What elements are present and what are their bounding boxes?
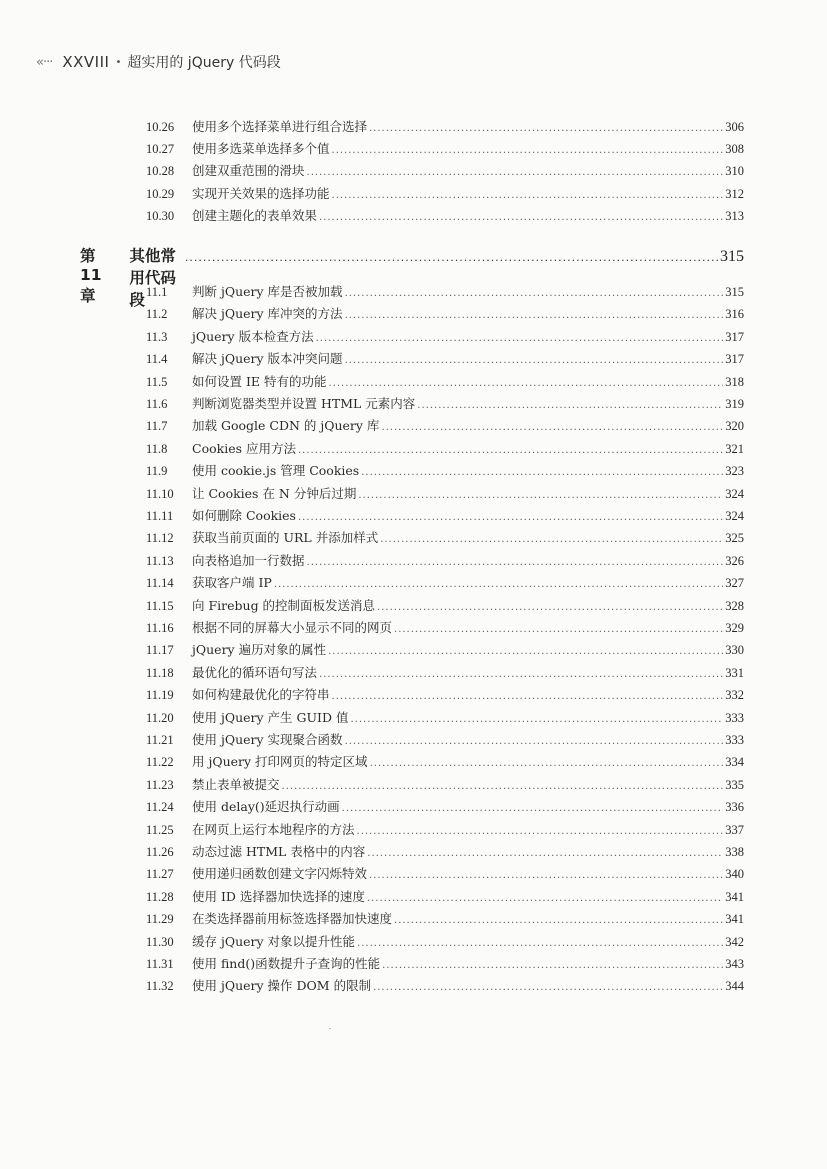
section-title: 如何构建最优化的字符串 bbox=[192, 687, 330, 703]
section-number: 11.2 bbox=[146, 307, 168, 322]
section-number: 11.1 bbox=[146, 285, 168, 299]
toc-entry[interactable] bbox=[146, 908, 744, 930]
toc-entry[interactable] bbox=[146, 371, 744, 393]
toc-entry[interactable] bbox=[146, 505, 744, 527]
section-page: 320 bbox=[725, 419, 744, 434]
section-number: 11.3 bbox=[146, 329, 168, 344]
leader-dots bbox=[319, 207, 723, 229]
leader-dots bbox=[342, 798, 724, 820]
section-number: 10.28 bbox=[146, 164, 175, 179]
section-number: 11.29 bbox=[146, 912, 174, 927]
section-title: 使用 delay()延迟执行动画 bbox=[192, 799, 340, 815]
section-page: 338 bbox=[725, 845, 744, 859]
section-number: 11.10 bbox=[146, 486, 174, 501]
section-page: 316 bbox=[725, 307, 744, 322]
leader-dots bbox=[380, 529, 723, 551]
section-number: 11.22 bbox=[146, 755, 174, 770]
section-page: 313 bbox=[725, 208, 744, 223]
section-title: 禁止表单被提交 bbox=[192, 776, 280, 792]
leader-dots bbox=[367, 843, 723, 865]
section-page: 344 bbox=[725, 979, 744, 994]
section-number: 11.13 bbox=[146, 553, 174, 568]
section-page: 336 bbox=[725, 800, 744, 815]
section-title: 根据不同的屏幕大小显示不同的网页 bbox=[192, 620, 393, 635]
section-number: 11.4 bbox=[146, 352, 168, 367]
section-number: 11.19 bbox=[146, 688, 174, 703]
toc-entry[interactable] bbox=[146, 931, 744, 953]
leader-dots bbox=[382, 955, 723, 977]
section-title: jQuery 遍历对象的属性 bbox=[192, 642, 327, 658]
section-number: 10.26 bbox=[146, 120, 175, 134]
section-page: 335 bbox=[725, 777, 744, 792]
toc-entry[interactable] bbox=[146, 886, 744, 908]
section-page: 321 bbox=[725, 441, 744, 456]
toc-entry[interactable] bbox=[146, 774, 744, 796]
leader-dots bbox=[307, 162, 724, 184]
chapter-title: 其他常用代码段 bbox=[129, 247, 176, 309]
toc-entry[interactable] bbox=[146, 326, 744, 348]
section-title: 判断浏览器类型并设置 HTML 元素内容 bbox=[192, 396, 416, 411]
leader-dots bbox=[373, 977, 723, 999]
section-title: 实现开关效果的选择功能 bbox=[192, 185, 330, 201]
leader-dots bbox=[332, 686, 724, 708]
leader-dots bbox=[345, 283, 724, 305]
section-number: 10.27 bbox=[146, 142, 175, 157]
section-title: 获取客户端 IP bbox=[192, 575, 272, 591]
leader-dots bbox=[319, 664, 723, 686]
toc-entry[interactable] bbox=[146, 751, 744, 773]
leader-dots bbox=[329, 373, 724, 395]
leader-dots bbox=[394, 910, 723, 932]
section-page: 330 bbox=[725, 643, 744, 658]
leader-dots bbox=[358, 485, 723, 507]
section-number: 11.6 bbox=[146, 397, 168, 411]
toc-entry[interactable] bbox=[146, 303, 744, 325]
section-number: 11.26 bbox=[146, 845, 174, 859]
section-title: 判断 jQuery 库是否被加载 bbox=[192, 284, 343, 299]
toc-entry[interactable] bbox=[146, 348, 744, 370]
leader-dots bbox=[369, 118, 723, 140]
leader-dots bbox=[307, 552, 724, 574]
leader-dots bbox=[361, 462, 723, 484]
toc-entry[interactable] bbox=[146, 953, 744, 975]
section-page: 337 bbox=[725, 822, 744, 837]
section-number: 11.23 bbox=[146, 777, 174, 792]
toc-entry[interactable] bbox=[146, 863, 744, 885]
section-page: 312 bbox=[725, 186, 744, 201]
section-page: 334 bbox=[725, 755, 744, 770]
section-number: 11.20 bbox=[146, 710, 174, 725]
page-number-roman: XXVIII bbox=[62, 53, 110, 71]
section-number: 10.30 bbox=[146, 208, 175, 223]
section-page: 317 bbox=[725, 352, 744, 367]
leader-dots bbox=[367, 888, 723, 910]
section-page: 317 bbox=[725, 329, 744, 344]
section-number: 10.29 bbox=[146, 186, 175, 201]
toc-entry[interactable] bbox=[146, 684, 744, 706]
leader-dots bbox=[298, 507, 723, 529]
book-title: 超实用的 jQuery 代码段 bbox=[127, 55, 281, 71]
section-page: 333 bbox=[725, 710, 744, 725]
section-title: 在类选择器前用标签选择器加快速度 bbox=[192, 911, 393, 927]
section-page: 343 bbox=[725, 957, 744, 971]
toc-entry[interactable] bbox=[146, 639, 744, 661]
toc-entry[interactable] bbox=[146, 281, 744, 303]
chapter-number: 第 11 章 bbox=[80, 247, 102, 305]
toc-entry[interactable] bbox=[146, 183, 744, 205]
section-title: 使用 cookie.js 管理 Cookies bbox=[192, 463, 360, 479]
section-title: 使用 find()函数提升子查询的性能 bbox=[192, 956, 381, 971]
section-page: 326 bbox=[725, 553, 744, 568]
leader-dots bbox=[332, 140, 724, 162]
section-number: 11.31 bbox=[146, 957, 174, 971]
toc-entry[interactable] bbox=[146, 841, 744, 863]
section-title: 创建双重范围的滑块 bbox=[192, 163, 305, 179]
leader-dots bbox=[332, 185, 724, 207]
leader-dots bbox=[370, 753, 724, 775]
section-page: 318 bbox=[725, 374, 744, 389]
leader-dots bbox=[274, 574, 723, 596]
section-page: 342 bbox=[725, 934, 744, 949]
section-number: 11.30 bbox=[146, 934, 174, 949]
back-arrow-icon: «··· bbox=[36, 54, 53, 70]
section-number: 11.12 bbox=[146, 531, 174, 546]
section-number: 11.11 bbox=[146, 509, 174, 523]
section-title: 让 Cookies 在 N 分钟后过期 bbox=[192, 485, 357, 501]
section-title: 解决 jQuery 版本冲突问题 bbox=[192, 351, 343, 367]
section-title: 使用 jQuery 产生 GUID 值 bbox=[192, 709, 349, 725]
header-separator: • bbox=[115, 56, 122, 68]
toc-entry[interactable] bbox=[146, 617, 744, 639]
section-number: 11.9 bbox=[146, 464, 168, 479]
section-page: 319 bbox=[725, 397, 744, 411]
section-page: 332 bbox=[725, 688, 744, 703]
section-page: 323 bbox=[725, 464, 744, 479]
section-title: 加载 Google CDN 的 jQuery 库 bbox=[192, 418, 380, 434]
toc-entry[interactable] bbox=[146, 796, 744, 818]
leader-dots bbox=[316, 328, 724, 350]
leader-dots bbox=[298, 440, 723, 462]
section-number: 11.18 bbox=[146, 665, 174, 680]
section-number: 11.32 bbox=[146, 979, 174, 994]
section-title: 创建主题化的表单效果 bbox=[192, 207, 318, 223]
toc-entry[interactable] bbox=[146, 415, 744, 437]
toc-entry[interactable] bbox=[146, 438, 744, 460]
section-page: 329 bbox=[725, 621, 744, 635]
toc-entry[interactable] bbox=[146, 707, 744, 729]
section-title: 使用 jQuery 操作 DOM 的限制 bbox=[192, 978, 372, 994]
toc-entry[interactable] bbox=[146, 729, 744, 751]
leader-dots bbox=[381, 417, 723, 439]
leader-dots bbox=[417, 395, 723, 417]
toc-entry[interactable] bbox=[146, 138, 744, 160]
section-page: 310 bbox=[725, 164, 744, 179]
toc-entry[interactable] bbox=[146, 572, 744, 594]
section-number: 11.16 bbox=[146, 621, 174, 635]
section-number: 11.15 bbox=[146, 598, 174, 613]
leader-dots bbox=[350, 709, 723, 731]
toc-entry[interactable] bbox=[146, 116, 744, 138]
section-number: 11.5 bbox=[146, 374, 168, 389]
toc-entry[interactable] bbox=[146, 662, 744, 684]
section-title: 向表格追加一行数据 bbox=[192, 552, 305, 568]
leader-dots bbox=[377, 597, 723, 619]
leader-dots bbox=[345, 305, 724, 327]
leader-dots bbox=[369, 865, 723, 887]
section-title: 缓存 jQuery 对象以提升性能 bbox=[192, 933, 356, 949]
section-title: 如何删除 Cookies bbox=[192, 508, 296, 523]
section-page: 340 bbox=[725, 867, 744, 882]
section-number: 11.14 bbox=[146, 576, 174, 591]
section-number: 11.17 bbox=[146, 643, 174, 658]
section-page: 327 bbox=[725, 576, 744, 591]
leader-dots bbox=[357, 821, 724, 843]
section-number: 11.28 bbox=[146, 889, 174, 904]
toc-entry[interactable] bbox=[146, 460, 744, 482]
chapter-page: 315 bbox=[720, 248, 745, 265]
leader-dots bbox=[345, 350, 724, 372]
section-title: jQuery 版本检查方法 bbox=[192, 328, 314, 344]
section-page: 331 bbox=[725, 665, 744, 680]
leader-dots bbox=[328, 641, 723, 663]
section-title: 动态过滤 HTML 表格中的内容 bbox=[192, 844, 366, 859]
toc-entry[interactable] bbox=[146, 595, 744, 617]
toc-entry[interactable] bbox=[146, 483, 744, 505]
toc-entry[interactable] bbox=[146, 975, 744, 997]
section-page: 341 bbox=[725, 912, 744, 927]
section-page: 333 bbox=[725, 733, 744, 747]
section-page: 341 bbox=[725, 889, 744, 904]
section-title: 使用 jQuery 实现聚合函数 bbox=[192, 732, 343, 747]
section-page: 325 bbox=[725, 531, 744, 546]
section-title: 在网页上运行本地程序的方法 bbox=[192, 821, 355, 837]
toc-entry[interactable] bbox=[146, 819, 744, 841]
section-title: 解决 jQuery 库冲突的方法 bbox=[192, 306, 343, 322]
running-header bbox=[36, 52, 281, 72]
section-page: 324 bbox=[725, 509, 744, 523]
leader-dots bbox=[282, 776, 724, 798]
section-title: 如何设置 IE 特有的功能 bbox=[192, 373, 327, 389]
section-number: 11.24 bbox=[146, 800, 174, 815]
section-page: 306 bbox=[725, 120, 744, 134]
section-page: 315 bbox=[725, 285, 744, 299]
section-number: 11.7 bbox=[146, 419, 168, 434]
section-page: 328 bbox=[725, 598, 744, 613]
toc-entry[interactable] bbox=[146, 393, 744, 415]
leader-dots bbox=[394, 619, 723, 641]
section-title: 用 jQuery 打印网页的特定区域 bbox=[192, 754, 368, 770]
scan-speck bbox=[329, 1028, 331, 1029]
toc-entry[interactable] bbox=[146, 205, 744, 227]
section-number: 11.25 bbox=[146, 822, 174, 837]
section-number: 11.27 bbox=[146, 867, 174, 882]
section-number: 11.21 bbox=[146, 733, 174, 747]
toc-entry[interactable] bbox=[146, 527, 744, 549]
section-title: Cookies 应用方法 bbox=[192, 440, 296, 456]
section-number: 11.8 bbox=[146, 441, 168, 456]
section-title: 获取当前页面的 URL 并添加样式 bbox=[192, 530, 379, 546]
leader-dots bbox=[345, 731, 724, 753]
section-title: 使用多选菜单选择多个值 bbox=[192, 141, 330, 157]
section-title: 最优化的循环语句写法 bbox=[192, 664, 318, 680]
section-title: 向 Firebug 的控制面板发送消息 bbox=[192, 597, 376, 613]
section-title: 使用多个选择菜单进行组合选择 bbox=[192, 119, 368, 134]
leader-dots bbox=[185, 251, 718, 264]
leader-dots bbox=[357, 933, 723, 955]
toc-entry[interactable] bbox=[146, 160, 744, 182]
section-title: 使用递归函数创建文字闪烁特效 bbox=[192, 866, 368, 882]
toc-entry[interactable] bbox=[146, 550, 744, 572]
section-page: 308 bbox=[725, 142, 744, 157]
section-page: 324 bbox=[725, 486, 744, 501]
section-title: 使用 ID 选择器加快选择的速度 bbox=[192, 888, 365, 904]
